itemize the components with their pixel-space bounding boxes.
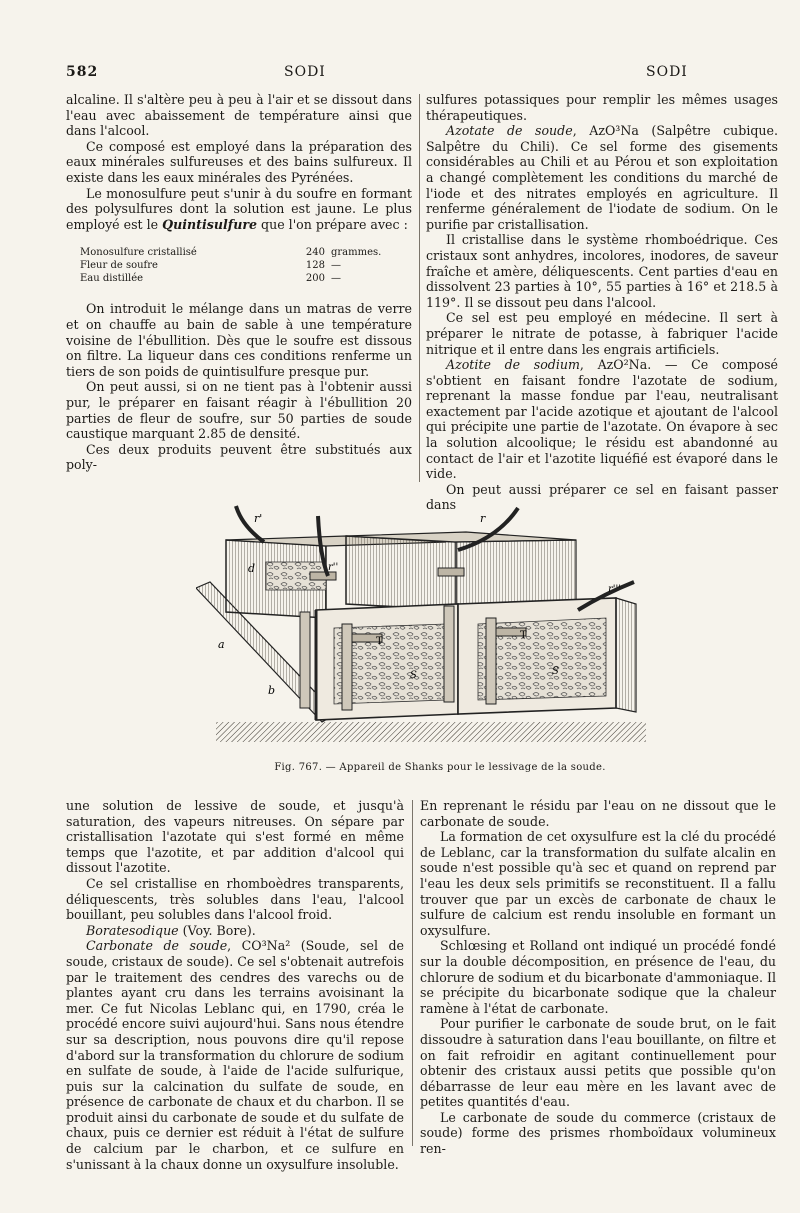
pipe-t-right	[486, 618, 496, 704]
figure-label: b	[268, 684, 276, 697]
figure-label: r''	[328, 562, 339, 573]
figure-label: r'	[254, 512, 263, 525]
column-right-bottom	[420, 798, 776, 1157]
figure-label: S	[552, 666, 559, 677]
paragraph	[426, 357, 778, 482]
figure-label: r'''	[608, 584, 622, 595]
column-left-bottom	[66, 798, 404, 1172]
recipe-table	[80, 246, 381, 285]
text-run: , CO³Na² (Soude, sel de soude, cristaux de soude). Ce sel s'obtenait autrefois par le traitement des cendres des varechs ou de plantes ayant cru dans les terrains avoisinant la mer. Ce fut Nicolas Leblanc qui, en 1790, créa le procédé encore suivi aujourd'hui. Sans nous étendre sur sa description, nous pouvons dire qu'il repose d'abord sur la transformation du chlorure de sodium en sulfate de soude, à l'aide de l'acide sulfurique, puis sur la calcination du sulfate de soude, en présence de carbonate de chaux et du charbon. Il se produit ainsi du carbonate de soude et du sulfate de chaux, puis ce dernier est réduit à l'état de sulfure de calcium par le charbon, et ce sulfure en s'unissant à la chaux donne un oxysulfure insoluble.	[66, 938, 404, 1172]
pipe-t-left	[342, 624, 352, 710]
running-head-right: SODI	[646, 64, 688, 80]
paragraph: En reprenant le résidu par l'eau on ne dissout que le carbonate de soude.	[420, 798, 776, 829]
paragraph: La formation de cet oxysulfure est la clé du procédé de Leblanc, car la transformation du sulfate alcalin en soude n'est possible qu'à sec et quand on reprend par l'eau les deux sels primitifs se reconstituent. Il a fallu trouver que par un excès de carbonate de chaux le sulfure de calcium est rendu insoluble en formant un oxysulfure.	[420, 829, 776, 938]
paragraph	[66, 923, 404, 939]
figure-label: T	[376, 636, 383, 647]
pipe-left	[300, 612, 310, 708]
paragraph: Il cristallise dans le système rhomboédrique. Ces cristaux sont anhydres, incolores, inodores, de saveur fraîche et amère, déliquescents. Cent parties d'eau en dissolvent 23 parties à 10°, 55 parties à 16° et 218.5 à 119°. Il se dissout peu dans l'alcool.	[426, 232, 778, 310]
recipe-quantity: 128	[305, 260, 325, 272]
paragraph: Ce sel est peu employé en médecine. Il sert à préparer le nitrate de potasse, à fabriquer l'acide nitrique et il entre dans les engrais artificiels.	[426, 310, 778, 357]
term-borate: Boratesodique	[86, 922, 179, 938]
paragraph: On introduit le mélange dans un matras de verre et on chauffe au bain de sable à une température voisine de l'ébullition. Dès que le soufre est dissous on filtre. La liqueur dans ces conditions renferme un tiers de son poids de quintisulfure presque pur.	[66, 301, 412, 379]
page-number: 582	[66, 64, 99, 80]
paragraph: Le carbonate de soude du commerce (cristaux de soude) forme des prismes rhomboïdaux volumineux ren-	[420, 1109, 776, 1157]
recipe-row	[80, 246, 381, 259]
term-carbonate: Carbonate de soude	[86, 938, 228, 954]
paragraph: Schlœsing et Rolland ont indiqué un procédé fondé sur la double décomposition, en présence de l'eau, du chlorure de sodium et du bicarbonate d'ammoniaque. Il se précipite du bicarbonate sodique que la chaleur ramène à l'état de carbonate.	[420, 938, 777, 1016]
recipe-row	[80, 259, 381, 272]
page-header	[66, 64, 786, 88]
paragraph	[66, 938, 404, 1172]
recipe-ingredient: Monosulfure cristallisé	[80, 247, 197, 259]
paragraph: sulfures potassiques pour remplir les mêmes usages thérapeutiques.	[426, 92, 778, 123]
paragraph: On peut aussi préparer ce sel en faisant passer dans	[426, 481, 778, 513]
paragraph: Ce sel cristallise en rhomboèdres transparents, déliquescents, très solubles dans l'eau, l'alcool bouillant, peu solubles dans l'alcool froid.	[66, 875, 404, 923]
figure-label: a	[218, 638, 225, 651]
figure-label: d	[248, 562, 256, 575]
term-azotite: Azotite de sodium	[446, 357, 580, 373]
pipe-middle	[444, 606, 454, 702]
figure-caption: Fig. 767. — Appareil de Shanks pour le lessivage de la soude.	[274, 762, 606, 773]
paragraph	[426, 123, 778, 232]
paragraph	[66, 186, 412, 233]
recipe-row	[80, 272, 381, 285]
recipe-ingredient: Eau distillée	[80, 273, 144, 285]
column-divider	[419, 94, 420, 482]
term-quintisulfure: Quintisulfure	[162, 216, 258, 232]
paragraph: Ces deux produits peuvent être substitués aux poly-	[66, 441, 412, 473]
column-right-top	[426, 92, 778, 513]
recipe-ingredient: Fleur de soufre	[80, 260, 158, 272]
term-azotate: Azotate de soude	[446, 123, 573, 139]
text-run: , AzO³Na (Salpêtre cubique. Salpêtre du Chili). Ce sel forme des gisements considérables au Chili et au Pérou et son exploitation a changé complètement les conditions du marché de l'iode et des nitrates employés en agriculture. Il renferme généralement de l'iodate de sodium. On le purifie par cristallisation.	[426, 123, 778, 232]
figure-label: T	[520, 630, 527, 641]
running-head-left: SODI	[284, 64, 326, 80]
paragraph: On peut aussi, si on ne tient pas à l'obtenir aussi pur, le préparer en faisant réagir à l'ébullition 20 parties de fleur de soufre, sur 50 parties de soude caustique marquant 2.85 de densité.	[66, 379, 412, 442]
recipe-unit: —	[331, 260, 341, 272]
ground-hatching	[216, 722, 646, 742]
column-divider	[412, 800, 413, 1146]
paragraph: Pour purifier le carbonate de soude brut, on le fait dissoudre à saturation dans l'eau bouillante, on filtre et on fait refroidir en agitant continuellement pour obtenir des cristaux aussi petits que possible qu'on débarrasse de leur eau mère en les lavant avec de petites quantités d'eau.	[420, 1016, 776, 1110]
paragraph: Ce composé est employé dans la préparation des eaux minérales sulfureuses et des bains sulfureux. Il existe dans les eaux minérales des Pyrénées.	[66, 138, 412, 185]
paragraph: alcaline. Il s'altère peu à peu à l'air et se dissout dans l'eau avec abaissement de température ainsi que dans l'alcool.	[66, 92, 412, 139]
recipe-quantity: 240	[305, 247, 325, 259]
paragraph: une solution de lessive de soude, et jusqu'à saturation, des vapeurs nitreuses. On sépare par cristallisation l'azotate qui s'est formé en même temps que l'azotite, et par addition d'alcool qui dissout l'azotite.	[66, 798, 404, 876]
text-run: que l'on prépare avec :	[257, 216, 408, 232]
recipe-unit: grammes.	[331, 247, 382, 259]
text-run: , AzO²Na. — Ce composé s'obtient en faisant fondre l'azotate de sodium, reprenant la masse fondue par l'eau, neutralisant exactement par l'acide azotique et ajoutant de l'alcool qui précipite une partie de l'azotate. On évapore à sec la solution alcoolique; le résidu est abandonné au contact de l'air et l'azotite liquéfié est évaporé dans le vide.	[426, 357, 778, 482]
text-run: (Voy. Bore).	[178, 922, 256, 938]
recipe-quantity: 200	[305, 273, 325, 285]
figure-label: r	[480, 512, 486, 525]
shanks-apparatus-figure	[196, 500, 646, 756]
figure-label: S	[410, 670, 417, 681]
recipe-unit: —	[331, 273, 341, 285]
column-left-top	[66, 92, 412, 473]
text-run: Le monosulfure peut s'unir à du soufre en formant des polysulfures dont la solution est jaune. Le plus employé est le	[66, 185, 412, 232]
